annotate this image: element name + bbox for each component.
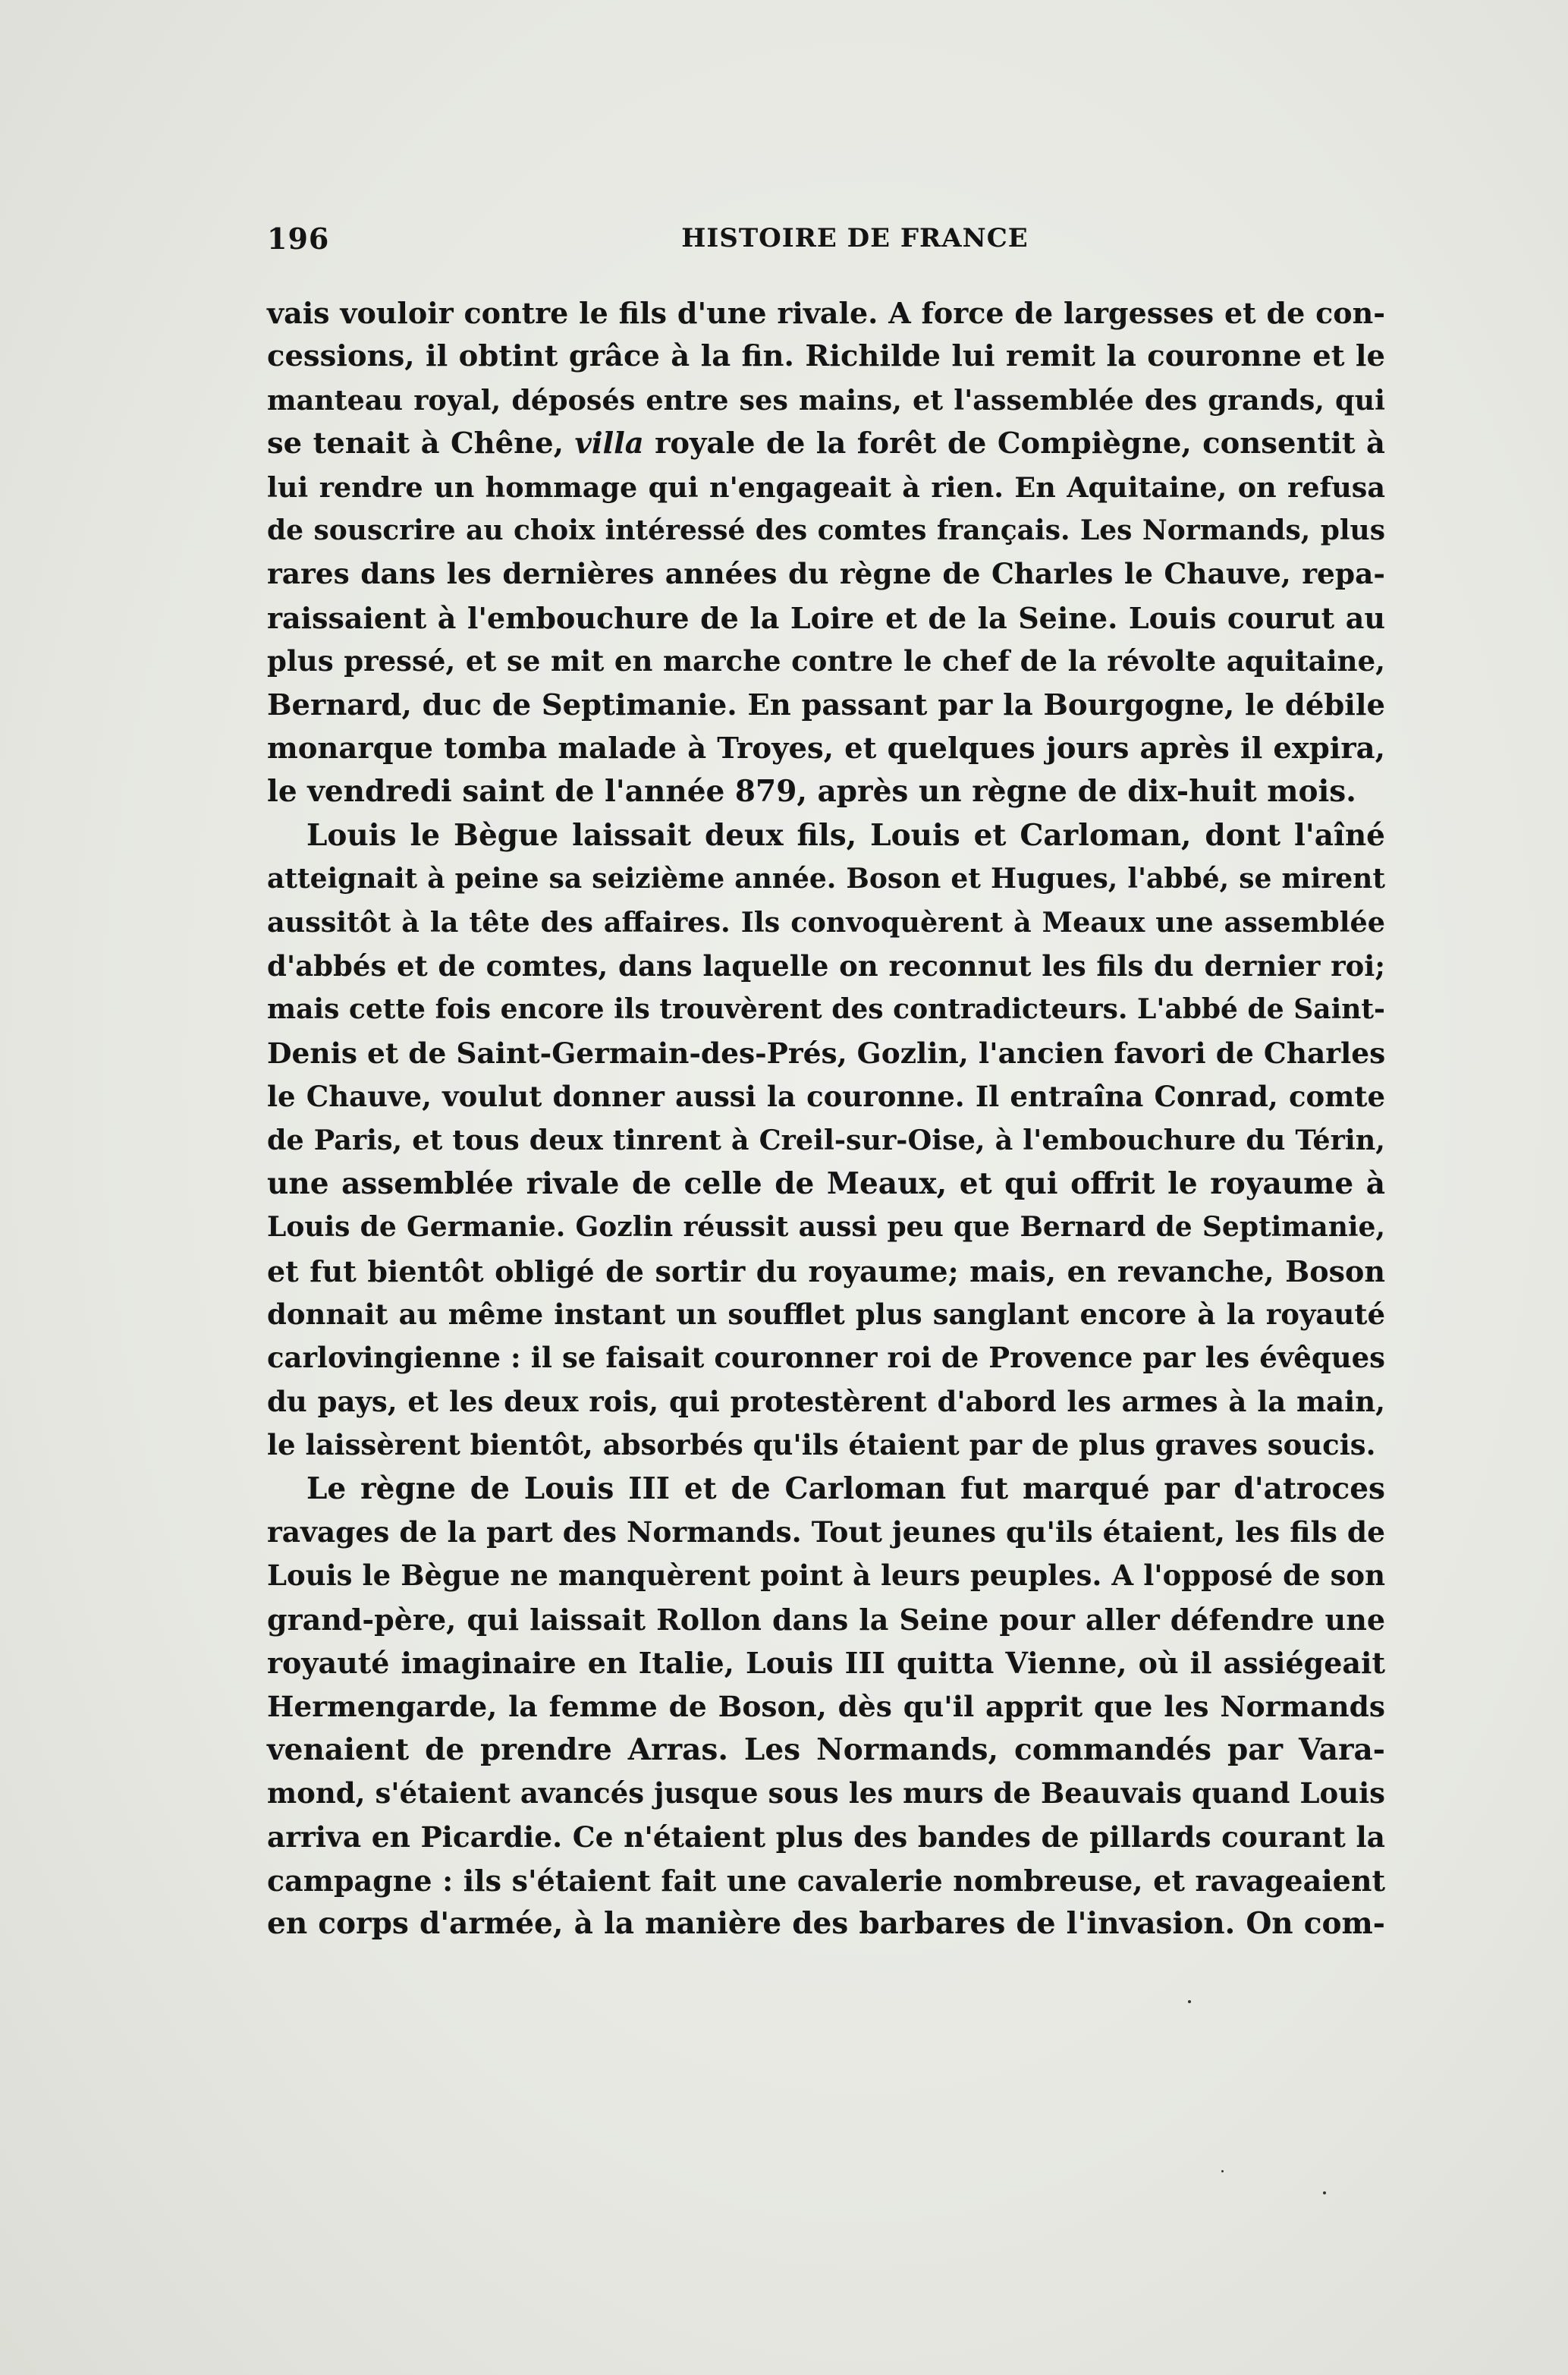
text-line: d'abbés et de comtes, dans laquelle on reconnut les fils du dernier roi; [267,948,1385,983]
running-head [267,222,1382,260]
text-line: le Chauve, voulut donner aussi la couronne. Il entraîna Conrad, comte [267,1080,1385,1114]
text-line: Hermengarde, la femme de Boson, dès qu'il apprit que les Normands [267,1689,1385,1723]
paper-speck [1188,2000,1191,2003]
italic-word: villa [574,426,644,461]
text-line: Louis le Bègue ne manquèrent point à leurs peuples. A l'opposé de son [267,1559,1385,1593]
text-line: Denis et de Saint-Germain-des-Prés, Gozlin, l'ancien favori de Charles [267,1036,1386,1070]
text-line: grand-père, qui laissait Rollon dans la Seine pour aller défendre une [267,1602,1385,1637]
text-line: atteignait à peine sa seizième année. Boson et Hugues, l'abbé, se mirent [267,863,1385,895]
text-line: de Paris, et tous deux tinrent à Creil-sur-Oise, à l'embouchure du Térin, [267,1124,1385,1157]
text-line: mais cette fois encore ils trouvèrent des contradicteurs. L'abbé de Saint- [267,993,1385,1026]
text-line: Louis le Bègue laissait deux fils, Louis et Carloman, dont l'aîné [306,817,1385,853]
text-line: une assemblée rivale de celle de Meaux, et qui offrit le royaume à [267,1165,1385,1201]
text-line: campagne : ils s'étaient fait une cavalerie nombreuse, et ravageaient [267,1864,1385,1898]
text-line: en corps d'armée, à la manière des barbares de l'invasion. On com- [267,1906,1385,1942]
text-line: et fut bientôt obligé de sortir du royaume; mais, en revanche, Boson [267,1254,1385,1288]
text-line: le vendredi saint de l'année 879, après un règne de dix-huit mois. [267,774,1356,810]
text-line: Louis de Germanie. Gozlin réussit aussi peu que Bernard de Septimanie, [267,1211,1385,1244]
text-line: manteau royal, déposés entre ses mains, et l'assemblée des grands, qui [267,383,1385,417]
text-line: rares dans les dernières années du règne de Charles le Chauve, repa- [267,557,1385,591]
text-line: du pays, et les deux rois, qui protestèrent d'abord les armes à la main, [267,1384,1385,1418]
text-line: Bernard, duc de Septimanie. En passant par la Bourgogne, le débile [267,687,1385,722]
text-line: monarque tomba malade à Troyes, et quelques jours après il expira, [267,731,1385,766]
text-line: plus pressé, et se mit en marche contre le chef de la révolte aquitaine, [267,644,1385,678]
text-line: aussitôt à la tête des affaires. Ils convoquèrent à Meaux une assemblée [267,906,1385,939]
text-line: se tenait à Chêne, villa royale de la forêt de Compiègne, consentit à [267,426,1386,461]
text-line: vais vouloir contre le fils d'une rivale. A force de largesses et de con- [267,296,1385,330]
text-line: venaient de prendre Arras. Les Normands, commandés par Vara- [267,1732,1385,1767]
text-line: Le règne de Louis III et de Carloman fut marqué par d'atroces [306,1471,1385,1506]
text-line: arriva en Picardie. Ce n'étaient plus des bandes de pillards courant la [267,1820,1385,1854]
text-line: le laissèrent bientôt, absorbés qu'ils étaient par de plus graves soucis. [267,1428,1376,1462]
text-line: ravages de la part des Normands. Tout jeunes qu'ils étaient, les fils de [267,1515,1385,1549]
text-line: cessions, il obtint grâce à la fin. Richilde lui remit la couronne et le [267,339,1385,374]
text-line: raissaient à l'embouchure de la Loire et de la Seine. Louis courut au [267,600,1385,635]
page-number: 196 [267,222,330,256]
header-title: HISTOIRE DE FRANCE [681,223,1029,253]
text-line: de souscrire au choix intéressé des comtes français. Les Normands, plus [267,514,1385,546]
body-text [267,291,1385,1946]
text-line: royauté imaginaire en Italie, Louis III quitta Vienne, où il assiégeait [267,1646,1385,1681]
text-line: mond, s'étaient avancés jusque sous les murs de Beauvais quand Louis [267,1776,1385,1810]
paper-speck [1323,2191,1326,2194]
text-line: carlovingienne : il se faisait couronner roi de Provence par les évêques [267,1341,1385,1375]
paper-speck [1221,2170,1224,2172]
text-line: donnait au même instant un soufflet plus sanglant encore à la royauté [267,1297,1385,1331]
text-line: lui rendre un hommage qui n'engageait à rien. En Aquitaine, on refusa [267,470,1385,504]
